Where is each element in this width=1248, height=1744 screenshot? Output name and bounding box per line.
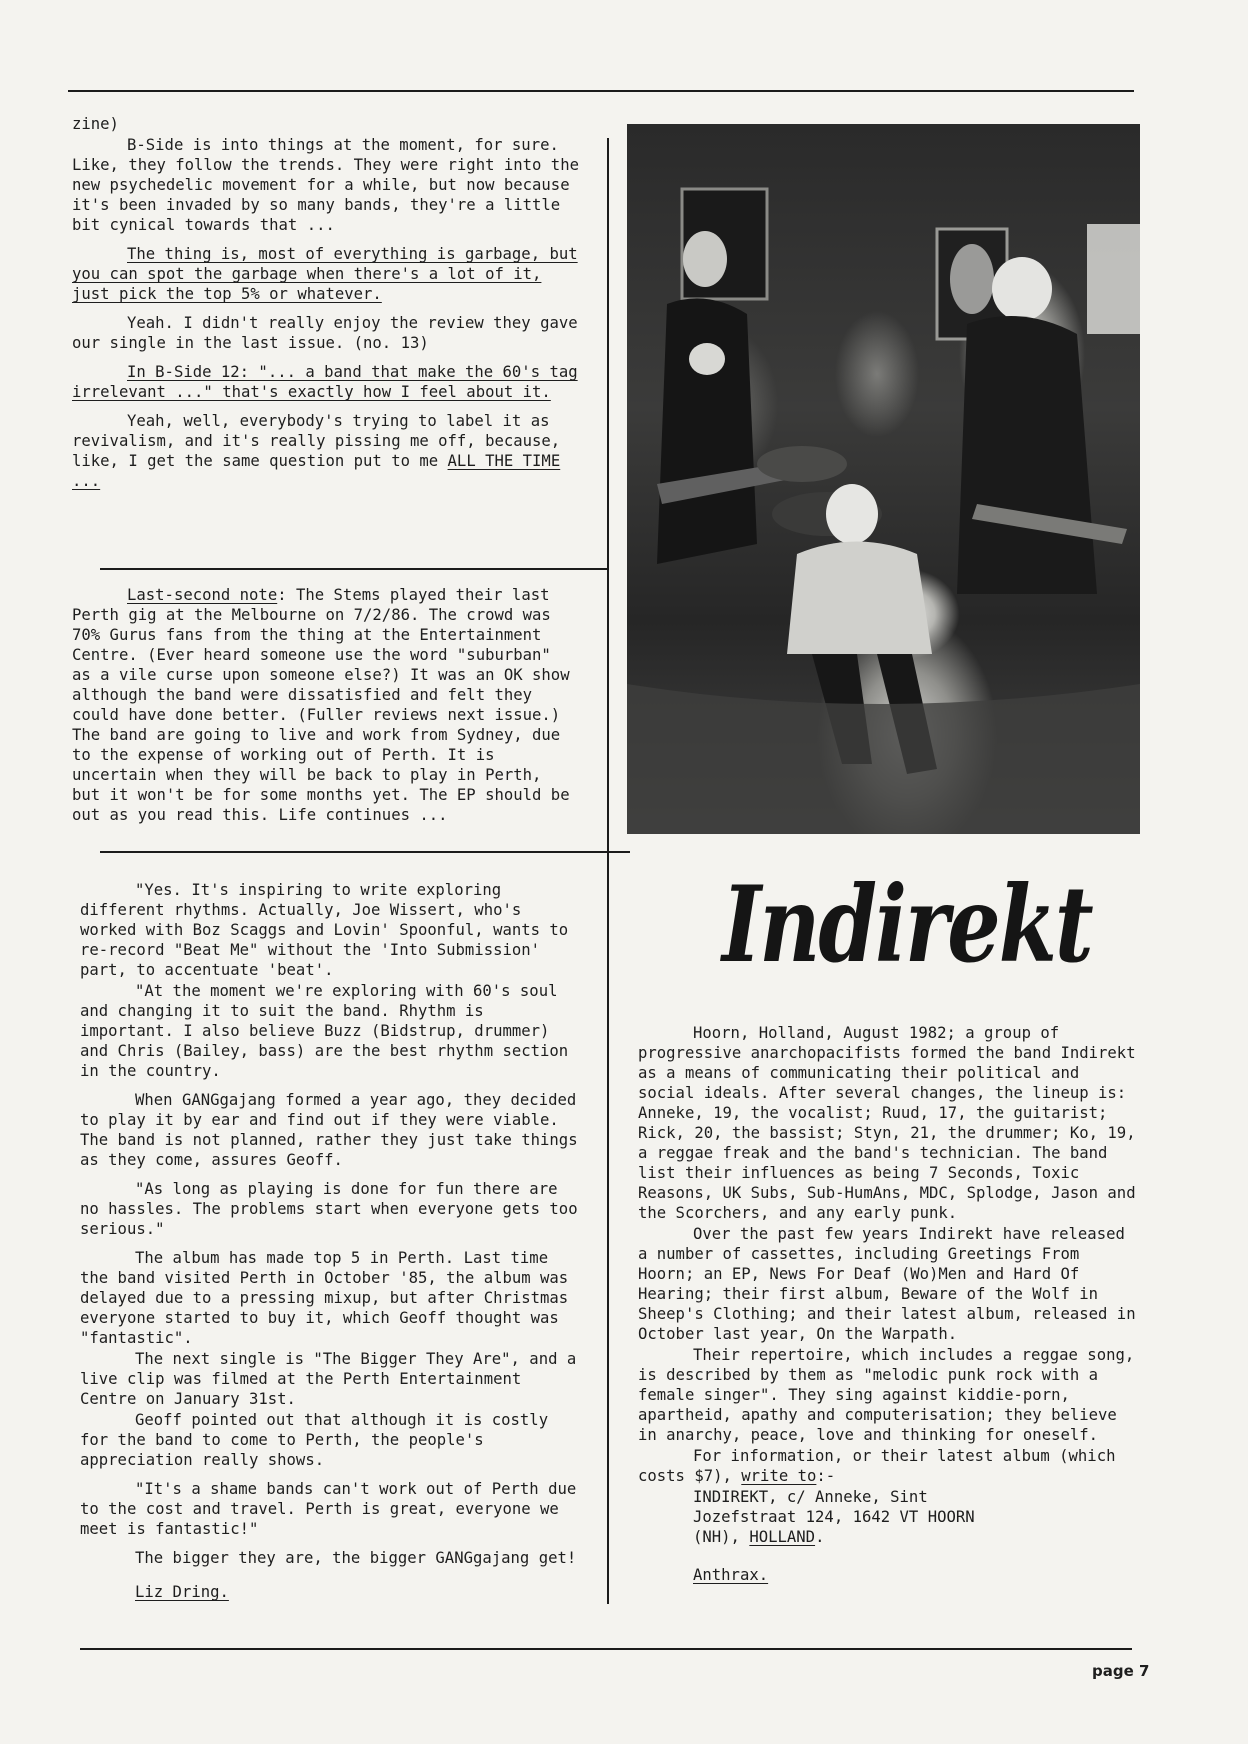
paragraph-text: :- xyxy=(816,1467,836,1485)
interview-paragraph: Yeah. I didn't really enjoy the review they gave our single in the last issue. (no. 13) xyxy=(72,314,578,352)
top-rule xyxy=(68,90,1134,92)
article-paragraph: Hoorn, Holland, August 1982; a group of progressive anarchopacifists formed the band Indirekt as a means of communicating their political and social ideals. After several changes, the lineup is: Anneke, 19, the vocalist; Ruud, 17, the guitarist; Rick, 20, the bassist; Styn, 21, the drummer; Ko, 19, a reggae freak and the band's technician. The band list their influences as being 7 Seconds, Toxic Reasons, UK Subs, Sub-HumAns, MDC, Splodge, Jason and the Scorchers, and any early punk. xyxy=(638,1024,1136,1222)
note-heading: Last-second note xyxy=(127,586,278,604)
note-bottom-rule xyxy=(100,851,630,853)
note-body: : The Stems played their last Perth gig at the Melbourne on 7/2/86. The crowd was 70% Gurus fans from the thing at the Entertainment Centre. (Ever heard someone use the word "suburban" as a vile curse upon someone else?) It was an OK show although the band were dissatisfied and felt they could have done better. (Fuller reviews next issue.) The band are going to live and work from Sydney, due to the expense of working out of Perth. It is uncertain when they will be back to play in Perth, but it won't be for some months yet. The EP should be out as you read this. Life continues ... xyxy=(72,586,570,824)
underlined-text: write to xyxy=(741,1467,817,1485)
article-paragraph xyxy=(638,1446,1138,1486)
interview-question: In B-Side 12: "... a band that make the 60's tag irrelevant ..." that's exactly how I feel about it. xyxy=(72,363,578,401)
country-text: HOLLAND xyxy=(749,1528,816,1546)
band-photo-illustration xyxy=(627,124,1140,834)
interview-paragraph xyxy=(72,411,586,491)
address-line: INDIREKT, c/ Anneke, Sint xyxy=(693,1488,928,1506)
address-line: Jozefstraat 124, 1642 VT HOORN xyxy=(693,1508,975,1526)
indirekt-article xyxy=(638,1023,1138,1594)
article-paragraph: The next single is "The Bigger They Are", and a live clip was filmed at the Perth Entertainment Centre on January 31st. xyxy=(80,1350,577,1408)
indirekt-logo xyxy=(722,862,1092,986)
bottom-rule xyxy=(80,1648,1132,1650)
contact-address xyxy=(638,1487,1138,1547)
column-divider xyxy=(607,138,609,1604)
paragraph-text: Yeah, well, everybody's trying to label it as revivalism, and it's really pissing me off, because, like, I get the same question put to me xyxy=(72,412,561,470)
article-paragraph: The album has made top 5 in Perth. Last time the band visited Perth in October '85, the album was delayed due to a pressing mixup, but after Christmas everyone started to buy it, which Geoff thought was "fantastic". xyxy=(80,1249,569,1347)
interview-column xyxy=(72,114,586,500)
author-signature: Liz Dring. xyxy=(135,1583,229,1601)
zine-line: zine) xyxy=(72,115,119,133)
article-paragraph: "As long as playing is done for fun there are no hassles. The problems start when everyone gets too serious." xyxy=(80,1180,578,1238)
gangajang-article xyxy=(80,880,580,1611)
note-paragraph xyxy=(72,585,578,825)
address-line xyxy=(693,1527,1138,1547)
address-text: (NH), xyxy=(693,1528,750,1546)
emphasis-text: ALL THE TIME ... xyxy=(72,452,561,490)
indirekt-logo-text: Indirekt xyxy=(722,862,1092,986)
article-paragraph: "Yes. It's inspiring to write exploring different rhythms. Actually, Joe Wissert, who's worked with Boz Scaggs and Lovin' Spoonful, wants to re-record "Beat Me" without the 'Into Submission' part, to accentuate 'beat'. xyxy=(80,881,569,979)
address-text: . xyxy=(815,1528,825,1546)
last-second-note xyxy=(72,585,578,834)
interview-question: The thing is, most of everything is garbage, but you can spot the garbage when there's a lot of it, just pick the top 5% or whatever. xyxy=(72,245,578,303)
article-paragraph: Over the past few years Indirekt have released a number of cassettes, including Greetings From Hoorn; an EP, News For Deaf (Wo)Men and Hard Of Hearing; their first album, Beware of the Wolf in Sheep's Clothing; and their latest album, released in October last year, On the Warpath. xyxy=(638,1225,1136,1343)
article-paragraph: "At the moment we're exploring with 60's soul and changing it to suit the band. Rhythm is important. I also believe Buzz (Bidstrup, drummer) and Chris (Bailey, bass) are the best rhythm section in the country. xyxy=(80,982,569,1080)
article-paragraph: The bigger they are, the bigger GANGgajang get! xyxy=(135,1549,577,1567)
article-paragraph: When GANGgajang formed a year ago, they decided to play it by ear and find out if they were viable. The band is not planned, rather they just take things as they come, assures Geoff. xyxy=(80,1091,578,1169)
page-number: page 7 xyxy=(1092,1662,1150,1680)
author-signature: Anthrax. xyxy=(693,1566,769,1584)
article-paragraph: "It's a shame bands can't work out of Perth due to the cost and travel. Perth is great, everyone we meet is fantastic!" xyxy=(80,1480,577,1538)
paragraph-text: For information, or their latest album (which costs $7), xyxy=(638,1447,1116,1485)
interview-paragraph: B-Side is into things at the moment, for sure. Like, they follow the trends. They were right into the new psychedelic movement for a while, but now because it's been invaded by so many bands, they're a little bit cynical towards that ... xyxy=(72,136,579,234)
note-top-rule xyxy=(100,568,608,570)
article-paragraph: Their repertoire, which includes a reggae song, is described by them as "melodic punk rock with a female singer". They sing against kiddie-porn, apartheid, apathy and computerisation; they believe in anarchy, peace, love and thinking for oneself. xyxy=(638,1346,1135,1444)
band-photo xyxy=(627,124,1140,834)
article-paragraph: Geoff pointed out that although it is costly for the band to come to Perth, the people's appreciation really shows. xyxy=(80,1411,549,1469)
